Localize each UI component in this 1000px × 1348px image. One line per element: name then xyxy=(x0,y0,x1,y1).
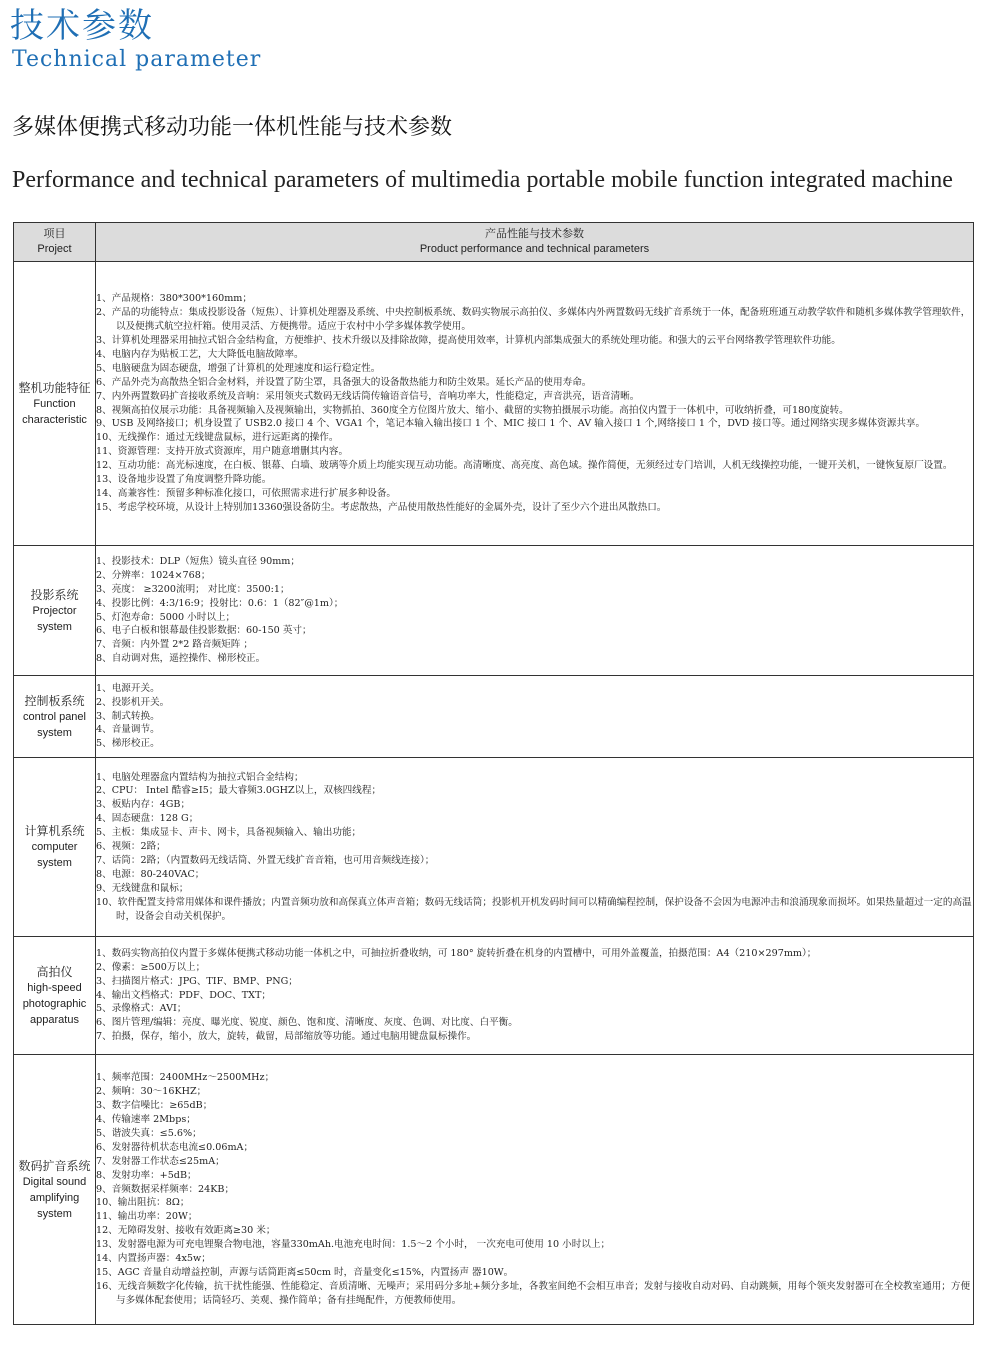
spec-item: 15、AGC 音量自动增益控制，声源与话筒距离≤50cm 时，音量变化≤15%，内置扬声 器10W。 xyxy=(96,1266,514,1278)
spec-item: 3、板贴内存：4GB； xyxy=(96,799,191,811)
spec-item: 4、传输速率 2Mbps； xyxy=(96,1114,196,1126)
table-row xyxy=(14,937,974,1055)
category-cell xyxy=(14,937,96,1055)
spec-item: 8、电源：80-240VAC； xyxy=(96,868,205,880)
spec-item: 1、频率范围：2400MHz～2500MHz； xyxy=(96,1072,275,1084)
spec-item: 4、电脑内存为贴板工艺，大大降低电脑故障率。 xyxy=(96,348,304,360)
spec-item: 15、考虑学校环境，从设计上特别加13360强设备防尘。考虑散热，产品使用散热性能好的金属外壳，设计了至少六个进出风散热口。 xyxy=(96,501,667,513)
category-name-en: computer xyxy=(31,841,78,853)
category-name-en: high-speed xyxy=(27,981,82,994)
spec-item: 7、话筒：2路；（内置数码无线话筒、外置无线扩音音箱，也可用音频线连接）； xyxy=(96,854,435,866)
spec-item: 2、投影机开关。 xyxy=(96,696,170,708)
header-title-en: Technical parameter xyxy=(12,47,262,72)
spec-item: 6、产品外壳为高散热全铝合金材料，并设置了防尘罩，具备强大的设备散热能力和防尘效果。延长产品的使用寿命。 xyxy=(96,376,592,388)
spec-item: 6、图片管理/编辑：亮度、曝光度、锐度、颜色、饱和度、清晰度、灰度、色调、对比度、白平衡。 xyxy=(96,1017,518,1029)
spec-item: 10、软件配置支持常用媒体和课件播放；内置音频功放和高保真立体声音箱；数码无线话筒；投影机开机发码时间可以精确编程控制，保护设备不会因为电源冲击和浪涌现象而损坏。如果热量超过一定的高温时，设备会自动关机保护。 xyxy=(96,896,972,922)
spec-item: 5、电脑硬盘为固态硬盘，增强了计算机的处理速度和运行稳定性。 xyxy=(96,362,381,374)
spec-item: 1、电脑处理器盒内置结构为抽拉式铝合金结构； xyxy=(96,771,304,783)
category-name-en: control panel xyxy=(23,710,86,723)
spec-item: 5、谐波失真：≤5.6%； xyxy=(96,1127,202,1139)
spec-item: 3、制式转换。 xyxy=(96,710,160,722)
category-name-en: Function xyxy=(33,397,76,410)
category-name-en: photographic xyxy=(22,997,87,1010)
spec-item: 12、无障碍发射、接收有效距离≥30 米； xyxy=(96,1225,276,1237)
spec-item: 11、资源管理：支持开放式资源库，用户随意增删其内容。 xyxy=(96,446,349,458)
spec-item: 9、无线键盘和鼠标； xyxy=(96,882,189,894)
spec-content-cell xyxy=(96,546,974,676)
spec-item: 3、亮度： ≥3200流明； 对比度：3500:1； xyxy=(96,583,290,595)
spec-item: 2、频响：30～16KHZ； xyxy=(96,1086,207,1098)
category-name-en: characteristic xyxy=(22,413,87,426)
spec-item: 8、视频高拍仪展示功能：具备视频输入及视频输出，实物抓拍、360度全方位图片放大、缩小、截留的实物拍摄展示功能。高拍仪内置于一体机中，可收纳折叠，可180度旋转。 xyxy=(96,404,849,416)
spec-item: 6、发射器待机状态电流≤0.06mA； xyxy=(96,1141,254,1153)
table-row xyxy=(14,758,974,937)
table-row xyxy=(14,546,974,676)
table-row xyxy=(14,262,974,546)
header-project-en: Project xyxy=(37,243,72,255)
header-title-cn: 技术参数 xyxy=(10,6,154,46)
spec-item: 7、内外两置数码扩音接收系统及音响：采用领夹式数码无线话筒传输语音信号，音响功率大，性能稳定，声音洪亮，语音清晰。 xyxy=(96,390,640,402)
header-parameters-en: Product performance and technical parameters xyxy=(419,243,650,255)
header-project xyxy=(14,223,96,262)
category-cell xyxy=(14,758,96,937)
table-row xyxy=(14,676,974,758)
spec-item: 14、内置扬声器：4x5w； xyxy=(96,1253,211,1265)
spec-content-cell xyxy=(96,758,974,937)
spec-content-cell xyxy=(96,1055,974,1325)
spec-item: 5、录像格式：AVI； xyxy=(96,1003,187,1015)
spec-item: 14、高兼容性：预留多种标准化接口，可依照需求进行扩展多种设备。 xyxy=(96,487,397,499)
category-name-en: system xyxy=(37,1207,72,1220)
spec-item: 4、投影比例：4:3/16:9；投射比：0.6：1（82″@1m）； xyxy=(96,597,344,609)
spec-item: 1、电源开关。 xyxy=(96,682,160,694)
category-name-cn: 控制板系统 xyxy=(24,693,85,708)
header-project-cn: 项目 xyxy=(43,228,66,240)
spec-item: 10、输出阻抗：8Ω； xyxy=(96,1197,190,1209)
category-name-cn: 整机功能特征 xyxy=(18,380,91,395)
spec-item: 11、输出功率：20W； xyxy=(96,1211,198,1223)
spec-item: 7、音频：内外置 2*2 路音频矩阵 ； xyxy=(96,639,253,651)
spec-item: 8、自动调对焦，遥控操作、梯形校正。 xyxy=(96,653,266,665)
header-parameters-cn: 产品性能与技术参数 xyxy=(485,228,584,240)
category-name-en: Digital sound xyxy=(22,1175,87,1188)
spec-item: 8、发射功率：+5dB； xyxy=(96,1169,197,1181)
spec-item: 5、梯形校正。 xyxy=(96,738,160,750)
spec-item: 4、音量调节。 xyxy=(96,724,160,736)
category-cell xyxy=(14,1055,96,1325)
spec-item: 6、视频：2路； xyxy=(96,841,166,853)
spec-item: 2、产品的功能特点：集成投影设备（短焦）、计算机处理器及系统、中央控制板系统、数码实物展示高拍仪、多媒体内外两置数码无线扩音系统于一体，配备班班通互动教学软件和随机多媒体教学管理软件，以及便携式航空拉杆箱。使用灵活、方便携带。适应于农村中小学多媒体教学使用。 xyxy=(96,307,971,333)
category-cell xyxy=(14,676,96,758)
spec-item: 3、计算机处理器采用抽拉式铝合金结构盒，方便维护、技术升级以及排除故障，提高使用效率，计算机内部集成强大的系统处理功能。和强大的云平台网络教学管理软件功能。 xyxy=(96,334,841,346)
spec-item: 1、数码实物高拍仪内置于多媒体便携式移动功能一体机之中，可抽拉折叠收纳，可 180° 旋转折叠在机身的内置槽中，可用外盖覆盖，拍摄范围：A4（210×297mm）； xyxy=(96,947,817,959)
spec-item: 9、USB 及网络接口；机身设置了 USB2.0 接口 4 个、VGA1 个，笔记本输入输出接口 1 个、MIC 接口 1 个、AV 输入接口 1 个,网络接口 1 个，DVD 接口等。通过网络实现多媒体资源共享。 xyxy=(96,418,926,430)
table-header-row xyxy=(14,223,974,262)
category-name-cn: 投影系统 xyxy=(30,587,79,602)
spec-item: 1、投影技术：DLP（短焦）镜头直径 90mm； xyxy=(96,555,300,567)
spec-content-cell xyxy=(96,676,974,758)
spec-item: 16、无线音频数字化传输，抗干扰性能强、性能稳定、音质清晰、无噪声；采用码分多址+频分多址，各教室间绝不会相互串音；发射与接收自动对码、自动跳频，用每个领夹发射器可在全校教室通用；方便与多媒体配套使用；话筒轻巧、美观、操作简单；备有挂绳配件，方便教师使用。 xyxy=(96,1280,971,1306)
category-cell xyxy=(14,262,96,546)
spec-item: 2、CPU： Intel 酷睿≥I5；最大睿频3.0GHZ以上，双核四线程； xyxy=(96,785,382,797)
spec-item: 12、互动功能：高光标速度，在白板、银幕、白墙、玻璃等介质上均能实现互动功能。高清晰度、高亮度、高色域。操作简便，无须经过专门培训，人机无线操控功能，一键开关机，一键恢复原厂设置。 xyxy=(96,460,953,472)
category-cell xyxy=(14,546,96,676)
spec-item: 9、音频数据采样频率：24KB； xyxy=(96,1183,235,1195)
spec-item: 6、电子白板和银幕最佳投影数据：60-150 英寸； xyxy=(96,625,312,637)
category-name-en: Projector xyxy=(32,604,77,617)
category-name-en: system xyxy=(37,620,72,633)
spec-item: 13、发射器电源为可充电锂聚合物电池，容量330mAh.电池充电时间：1.5～2 个小时， 一次充电可使用 10 小时以上； xyxy=(96,1239,611,1251)
spec-item: 3、数字信噪比：≥65dB； xyxy=(96,1100,213,1112)
category-name-en: amplifying xyxy=(29,1191,80,1204)
spec-item: 7、拍摄，保存，缩小，放大，旋转，截留，局部缩放等功能。通过电脑用键盘鼠标操作。 xyxy=(96,1031,477,1043)
spec-item: 13、设备地步设置了角度调整升降功能。 xyxy=(96,474,272,486)
spec-content-cell xyxy=(96,937,974,1055)
category-name-cn: 数码扩音系统 xyxy=(18,1158,91,1173)
spec-item: 1、产品规格：380*300*160mm； xyxy=(96,293,252,305)
header-parameters xyxy=(96,223,974,262)
spec-item: 2、像素：≥500万以上； xyxy=(96,961,206,973)
table-row xyxy=(14,1055,974,1325)
spec-item: 7、发射器工作状态≤25mA； xyxy=(96,1155,225,1167)
spec-item: 10、无线操作：通过无线键盘鼠标，进行远距离的操作。 xyxy=(96,432,339,444)
category-name-cn: 高拍仪 xyxy=(36,964,73,979)
spec-item: 5、主板：集成显卡、声卡、网卡，具备视频输入、输出功能； xyxy=(96,827,362,839)
document-title-en: Performance and technical parameters of multimedia portable mobile function integrated machine xyxy=(12,167,953,193)
document-title-cn: 多媒体便携式移动功能一体机性能与技术参数 xyxy=(12,115,453,140)
category-name-en: apparatus xyxy=(30,1013,79,1026)
spec-content-cell xyxy=(96,262,974,546)
category-name-en: system xyxy=(37,857,72,869)
spec-item: 4、固态硬盘：128 G； xyxy=(96,813,199,825)
spec-item: 3、扫描图片格式：JPG、TIF、BMP、PNG； xyxy=(96,975,298,987)
spec-item: 5、灯泡寿命：5000 小时以上； xyxy=(96,611,236,623)
spec-item: 2、分辨率：1024×768； xyxy=(96,569,211,581)
spec-item: 4、输出文档格式：PDF、DOC、TXT； xyxy=(96,989,271,1001)
category-name-cn: 计算机系统 xyxy=(24,824,85,838)
spec-table xyxy=(13,222,974,1325)
spec-table-body xyxy=(14,262,974,1325)
category-name-en: system xyxy=(37,726,72,739)
